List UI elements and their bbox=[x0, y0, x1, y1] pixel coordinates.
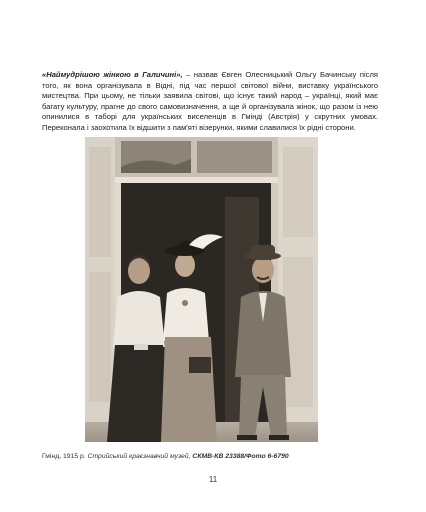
caption-museum: Стрийський краєзнавчий музей, bbox=[87, 453, 193, 460]
body-paragraph bbox=[42, 70, 378, 134]
lead-quote: «Наймудрішою жінкою в Галичині», bbox=[42, 70, 183, 79]
archival-photo bbox=[85, 137, 318, 442]
paragraph-text: – назвав Євген Олесницький Ольгу Бачинську після того, як вона організувала в Відні, під час першої світової війни, виставку українського мистецтва. При цьому, не тільки заявила світові, що існує такий народ – українці, який має багату культуру, прагне до свого самовизначення, а ще й організувала жінок, що разом із нею опинилися в таборі для українських виселенців в Гмінді (Австрія) у скрутних умовах. Переконала і заохотила їх відшити з пам'яті візерунки, якими славилися їх рідні сторони. bbox=[42, 70, 378, 132]
caption-archive-code: СКМВ-КВ 23388/Фото 6-6790 bbox=[192, 453, 289, 460]
archival-photo-illustration bbox=[85, 137, 318, 442]
photo-caption bbox=[42, 452, 382, 461]
page-number: 11 bbox=[208, 475, 218, 484]
caption-place-date: Гмінд, 1915 р. bbox=[42, 453, 88, 460]
